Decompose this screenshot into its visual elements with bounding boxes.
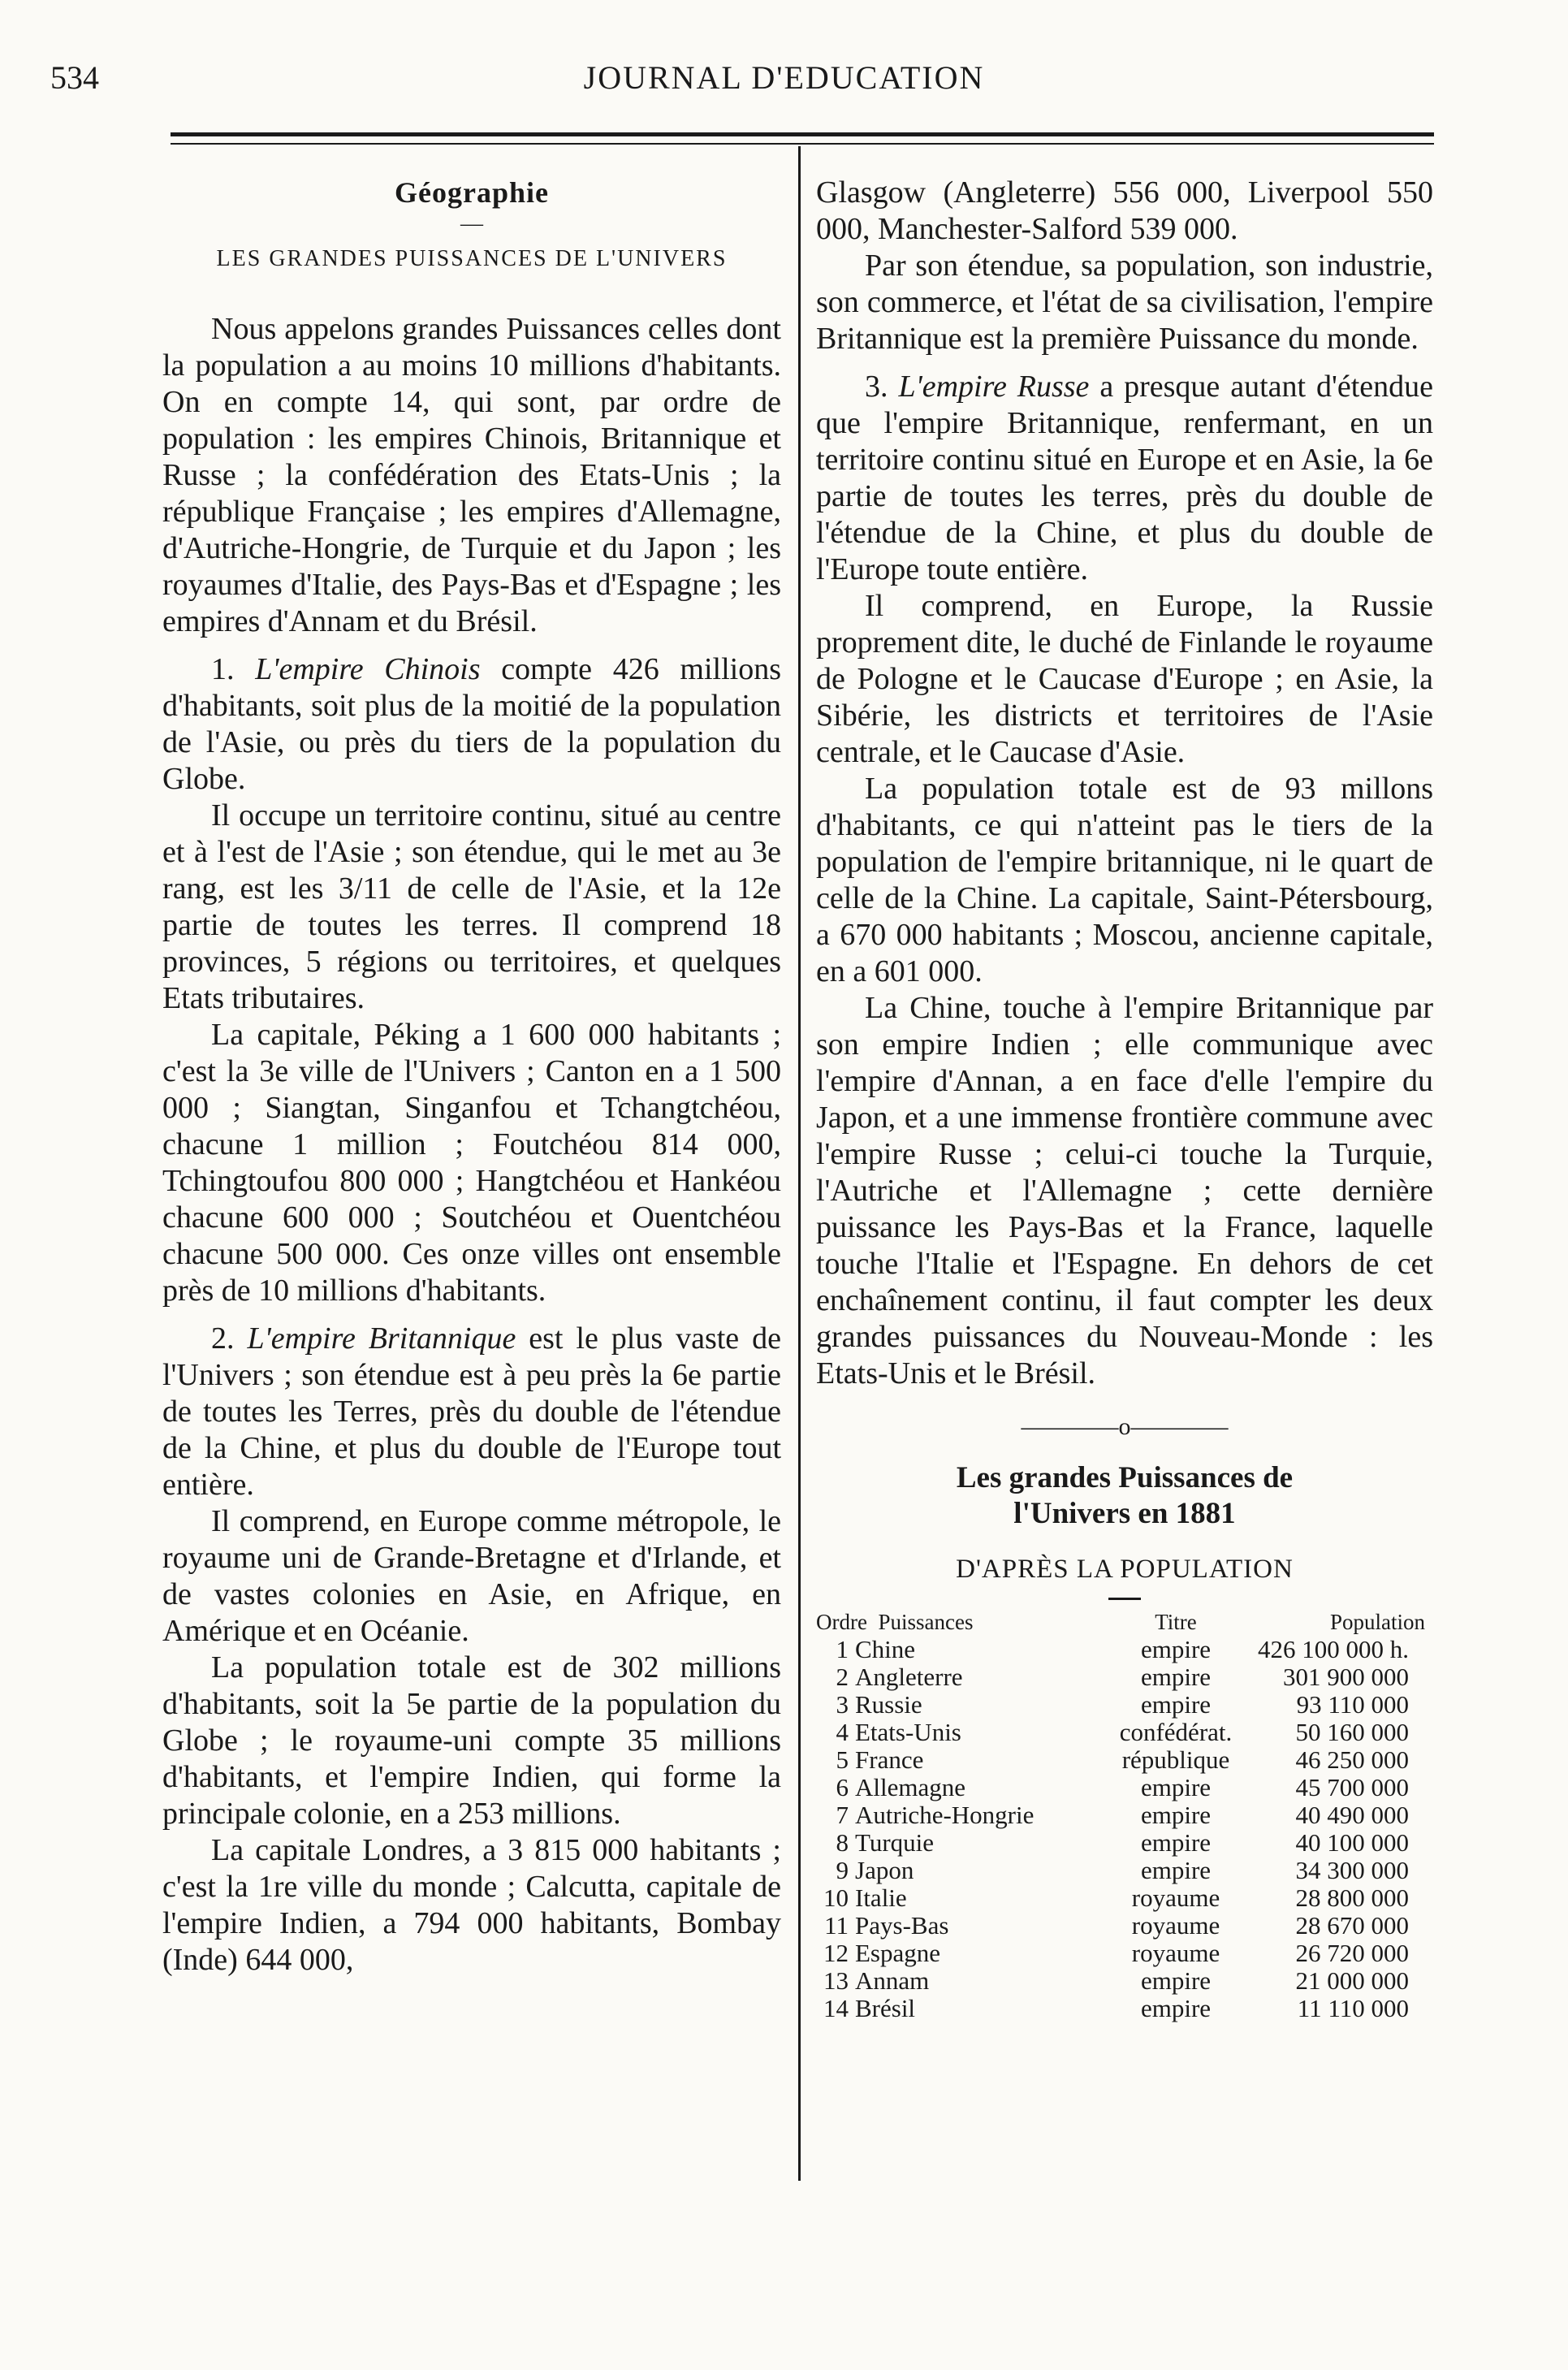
row-population: 28 670 000	[1295, 1911, 1409, 1940]
row-power: Autriche-Hongrie	[855, 1801, 1035, 1829]
row-power: Chine	[855, 1635, 916, 1663]
paragraph-continued-cities: Glasgow (Angleterre) 556 000, Liverpool 550 000, Manchester-Salford 539 000.	[816, 175, 1433, 246]
right-column	[816, 175, 1433, 2022]
row-population: 40 100 000	[1295, 1828, 1409, 1857]
table-row	[816, 1746, 1433, 1774]
header-title: Titre	[1155, 1610, 1197, 1634]
row-order: 5	[836, 1745, 849, 1774]
row-title: confédérat.	[1119, 1718, 1233, 1746]
emphasis-empire-russe: L'empire Russe	[898, 370, 1090, 404]
table-row	[816, 1719, 1433, 1746]
journal-title: JOURNAL D'EDUCATION	[583, 59, 985, 96]
row-title: empire	[1140, 1690, 1212, 1719]
row-population: 28 800 000	[1295, 1883, 1409, 1912]
paragraph-china-territory: Il occupe un territoire continu, situé au centre et à l'est de l'Asie ; son étendue, qui le met au 3e rang, est les 3/11 de celle de l'Asie, et la 12e partie de toutes les terres. Il comprend 18 provinces, 5 régions ou territoires, et quelques Etats tributaires.	[162, 798, 781, 1015]
header-rule-thick	[171, 132, 1434, 136]
row-title: empire	[1140, 1856, 1212, 1884]
paragraph-russia	[816, 369, 1433, 588]
row-power: Turquie	[855, 1828, 935, 1857]
paragraph-britain-composition: Il comprend, en Europe comme métropole, le royaume uni de Grande-Bretagne et d'Irlande, et de vastes colonies en Asie, en Afrique, en Amérique et en Océanie.	[162, 1504, 781, 1648]
table-row	[816, 1636, 1433, 1663]
paragraph-china	[162, 651, 781, 798]
row-title: empire	[1140, 1994, 1212, 2022]
row-title: empire	[1140, 1828, 1212, 1857]
row-power: Angleterre	[855, 1663, 963, 1691]
item-number: 2.	[211, 1321, 235, 1356]
table-title-line2: l'Univers en 1881	[1013, 1497, 1236, 1530]
paragraph-text: compte 426 millions d'habitants, soit plus de la moitié de la population de l'Asie, ou près du tiers de la population du Globe.	[162, 652, 781, 796]
row-title: empire	[1140, 1966, 1212, 1995]
row-power: Pays-Bas	[855, 1911, 949, 1940]
paragraph-britain-summary: Par son étendue, sa population, son industrie, son commerce, et l'état de sa civilisation, l'empire Britannique est la première Puissance du monde.	[816, 249, 1433, 356]
table-row	[816, 1774, 1433, 1801]
row-order: 6	[836, 1773, 849, 1801]
paragraph-intro: Nous appelons grandes Puissances celles dont la population a au moins 10 millions d'habitants. On en compte 14, qui sont, par ordre de population : les empires Chinois, Britannique et Russe ; la confédération des Etats-Unis ; la république Française ; les empires d'Allemagne, d'Autriche-Hongrie, de Turquie et du Japon ; les royaumes d'Italie, des Pays-Bas et d'Espagne ; les empires d'Annam et du Brésil.	[162, 312, 781, 638]
table-row	[816, 1995, 1433, 2022]
header-rule-thin	[171, 143, 1434, 145]
row-power: Annam	[855, 1966, 930, 1995]
table-header-row	[816, 1608, 1433, 1636]
row-order: 1	[836, 1635, 849, 1663]
row-population: 21 000 000	[1295, 1966, 1409, 1995]
paragraph-britain	[162, 1321, 781, 1503]
row-title: royaume	[1131, 1883, 1220, 1912]
row-order: 13	[823, 1966, 849, 1995]
row-title: empire	[1140, 1663, 1212, 1691]
row-title: empire	[1140, 1773, 1212, 1801]
item-number: 3.	[865, 370, 888, 404]
paragraph-russia-composition: Il comprend, en Europe, la Russie proprement dite, le duché de Finlande le royaume de Pologne et le Caucase d'Europe ; en Asie, la Sibérie, les districts et territoires de l'Asie centrale, et le Caucase d'Asie.	[816, 589, 1433, 769]
row-order: 12	[823, 1939, 849, 1967]
table-row	[816, 1691, 1433, 1719]
table-row	[816, 1801, 1433, 1829]
table-row	[816, 1912, 1433, 1940]
row-population: 26 720 000	[1295, 1939, 1409, 1967]
table-row	[816, 1967, 1433, 1995]
row-population: 426 100 000 h.	[1258, 1635, 1409, 1663]
row-population: 11 110 000	[1297, 1994, 1409, 2022]
row-title: royaume	[1131, 1911, 1220, 1940]
emphasis-empire-chinois: L'empire Chinois	[255, 652, 481, 686]
table-row	[816, 1884, 1433, 1912]
row-population: 40 490 000	[1295, 1801, 1409, 1829]
header-order-power	[816, 1608, 1099, 1636]
row-order: 9	[836, 1856, 849, 1884]
header-power: Puissances	[878, 1610, 974, 1634]
row-order: 7	[836, 1801, 849, 1829]
row-population: 301 900 000	[1283, 1663, 1409, 1691]
left-column	[162, 175, 781, 1979]
row-title: république	[1121, 1745, 1230, 1774]
row-order: 14	[823, 1994, 849, 2022]
population-table	[816, 1608, 1433, 2022]
table-row	[816, 1940, 1433, 1967]
row-title: empire	[1140, 1635, 1212, 1663]
row-title: royaume	[1131, 1939, 1220, 1967]
paragraph-text: est le plus vaste de l'Univers ; son étendue est à peu près la 6e partie de toutes les Terres, près du double de l'étendue de la Chine, et plus du double de l'Europe tout entière.	[162, 1321, 781, 1502]
header-order: Ordre	[816, 1610, 867, 1634]
page-number: 534	[50, 59, 99, 96]
row-population: 50 160 000	[1295, 1718, 1409, 1746]
row-order: 8	[836, 1828, 849, 1857]
paragraph-china-cities: La capitale, Péking a 1 600 000 habitants ; c'est la 3e ville de l'Univers ; Canton en a 1 500 000 ; Siangtan, Singanfou et Tchangtchéou, chacune 1 million ; Foutchéou 814 000, Tchingtoufou 800 000 ; Hangtchéou et Hankéou chacune 600 000 ; Soutchéou et Ouentchéou chacune 500 000. Ces onze villes ont ensemble près de 10 millions d'habitants.	[162, 1018, 781, 1308]
section-subtitle: LES GRANDES PUISSANCES DE L'UNIVERS	[216, 246, 728, 271]
row-population: 45 700 000	[1295, 1773, 1409, 1801]
paragraph-russia-population: La population totale est de 93 millons d'habitants, ce qui n'atteint pas le tiers de la population de l'empire britannique, ni le quart de celle de la Chine. La capitale, Saint-Pétersbourg, a 670 000 habitants ; Moscou, ancienne capitale, en a 601 000.	[816, 772, 1433, 988]
row-population: 34 300 000	[1295, 1856, 1409, 1884]
row-order: 10	[823, 1883, 849, 1912]
row-power: Japon	[855, 1856, 914, 1884]
row-order: 11	[824, 1911, 849, 1940]
table-subtitle-rule	[1108, 1598, 1141, 1600]
item-number: 1.	[211, 652, 235, 686]
table-title: Les grandes Puissances de	[956, 1461, 1294, 1494]
table-row	[816, 1829, 1433, 1857]
row-order: 4	[836, 1718, 849, 1746]
row-power: France	[855, 1745, 924, 1774]
separator-rule: ————o————	[1021, 1413, 1229, 1440]
table-row	[816, 1857, 1433, 1884]
column-divider	[798, 146, 801, 2181]
row-power: Allemagne	[855, 1773, 966, 1801]
header-population: Population	[1329, 1610, 1425, 1634]
row-population: 93 110 000	[1296, 1690, 1409, 1719]
table-row	[816, 1663, 1433, 1691]
paragraph-text: a presque autant d'étendue que l'empire Britannique, renfermant, en un territoire continu situé en Europe et en Asie, la 6e partie de toutes les terres, près du double de l'étendue de la Chine, et plus du double de l'Europe toute entière.	[816, 370, 1434, 586]
row-power: Etats-Unis	[855, 1718, 961, 1746]
paragraph-borders: La Chine, touche à l'empire Britannique par son empire Indien ; elle communique avec l'empire d'Annan, a en face d'elle l'empire du Japon, et a une immense frontière commune avec l'empire Russe ; celui-ci touche la Turquie, l'Autriche et l'Allemagne ; cette dernière puissance les Pays-Bas et la France, laquelle touche l'Italie et l'Espagne. En dehors de cet enchaînement continu, il faut compter les deux grandes puissances du Nouveau-Monde : les Etats-Unis et le Brésil.	[816, 991, 1433, 1390]
row-power: Russie	[855, 1690, 922, 1719]
row-order: 3	[836, 1690, 849, 1719]
row-population: 46 250 000	[1295, 1745, 1409, 1774]
row-power: Espagne	[855, 1939, 941, 1967]
emphasis-empire-britannique: L'empire Britannique	[247, 1321, 516, 1356]
section-title: Géographie	[395, 176, 549, 209]
row-title: empire	[1140, 1801, 1212, 1829]
row-power: Italie	[855, 1883, 907, 1912]
row-power: Brésil	[855, 1994, 916, 2022]
section-dash: —	[460, 211, 483, 236]
row-order: 2	[836, 1663, 849, 1691]
paragraph-britain-cities: La capitale Londres, a 3 815 000 habitants ; c'est la 1re ville du monde ; Calcutta, capitale de l'empire Indien, a 794 000 habitants, Bombay (Inde) 644 000,	[162, 1833, 781, 1977]
paragraph-britain-population: La population totale est de 302 millions d'habitants, soit la 5e partie de la population du Globe ; le royaume-uni compte 35 millions d'habitants, et l'empire Indien, qui forme la principale colonie, en a 253 millions.	[162, 1650, 781, 1831]
table-subtitle: D'APRÈS LA POPULATION	[956, 1555, 1294, 1584]
